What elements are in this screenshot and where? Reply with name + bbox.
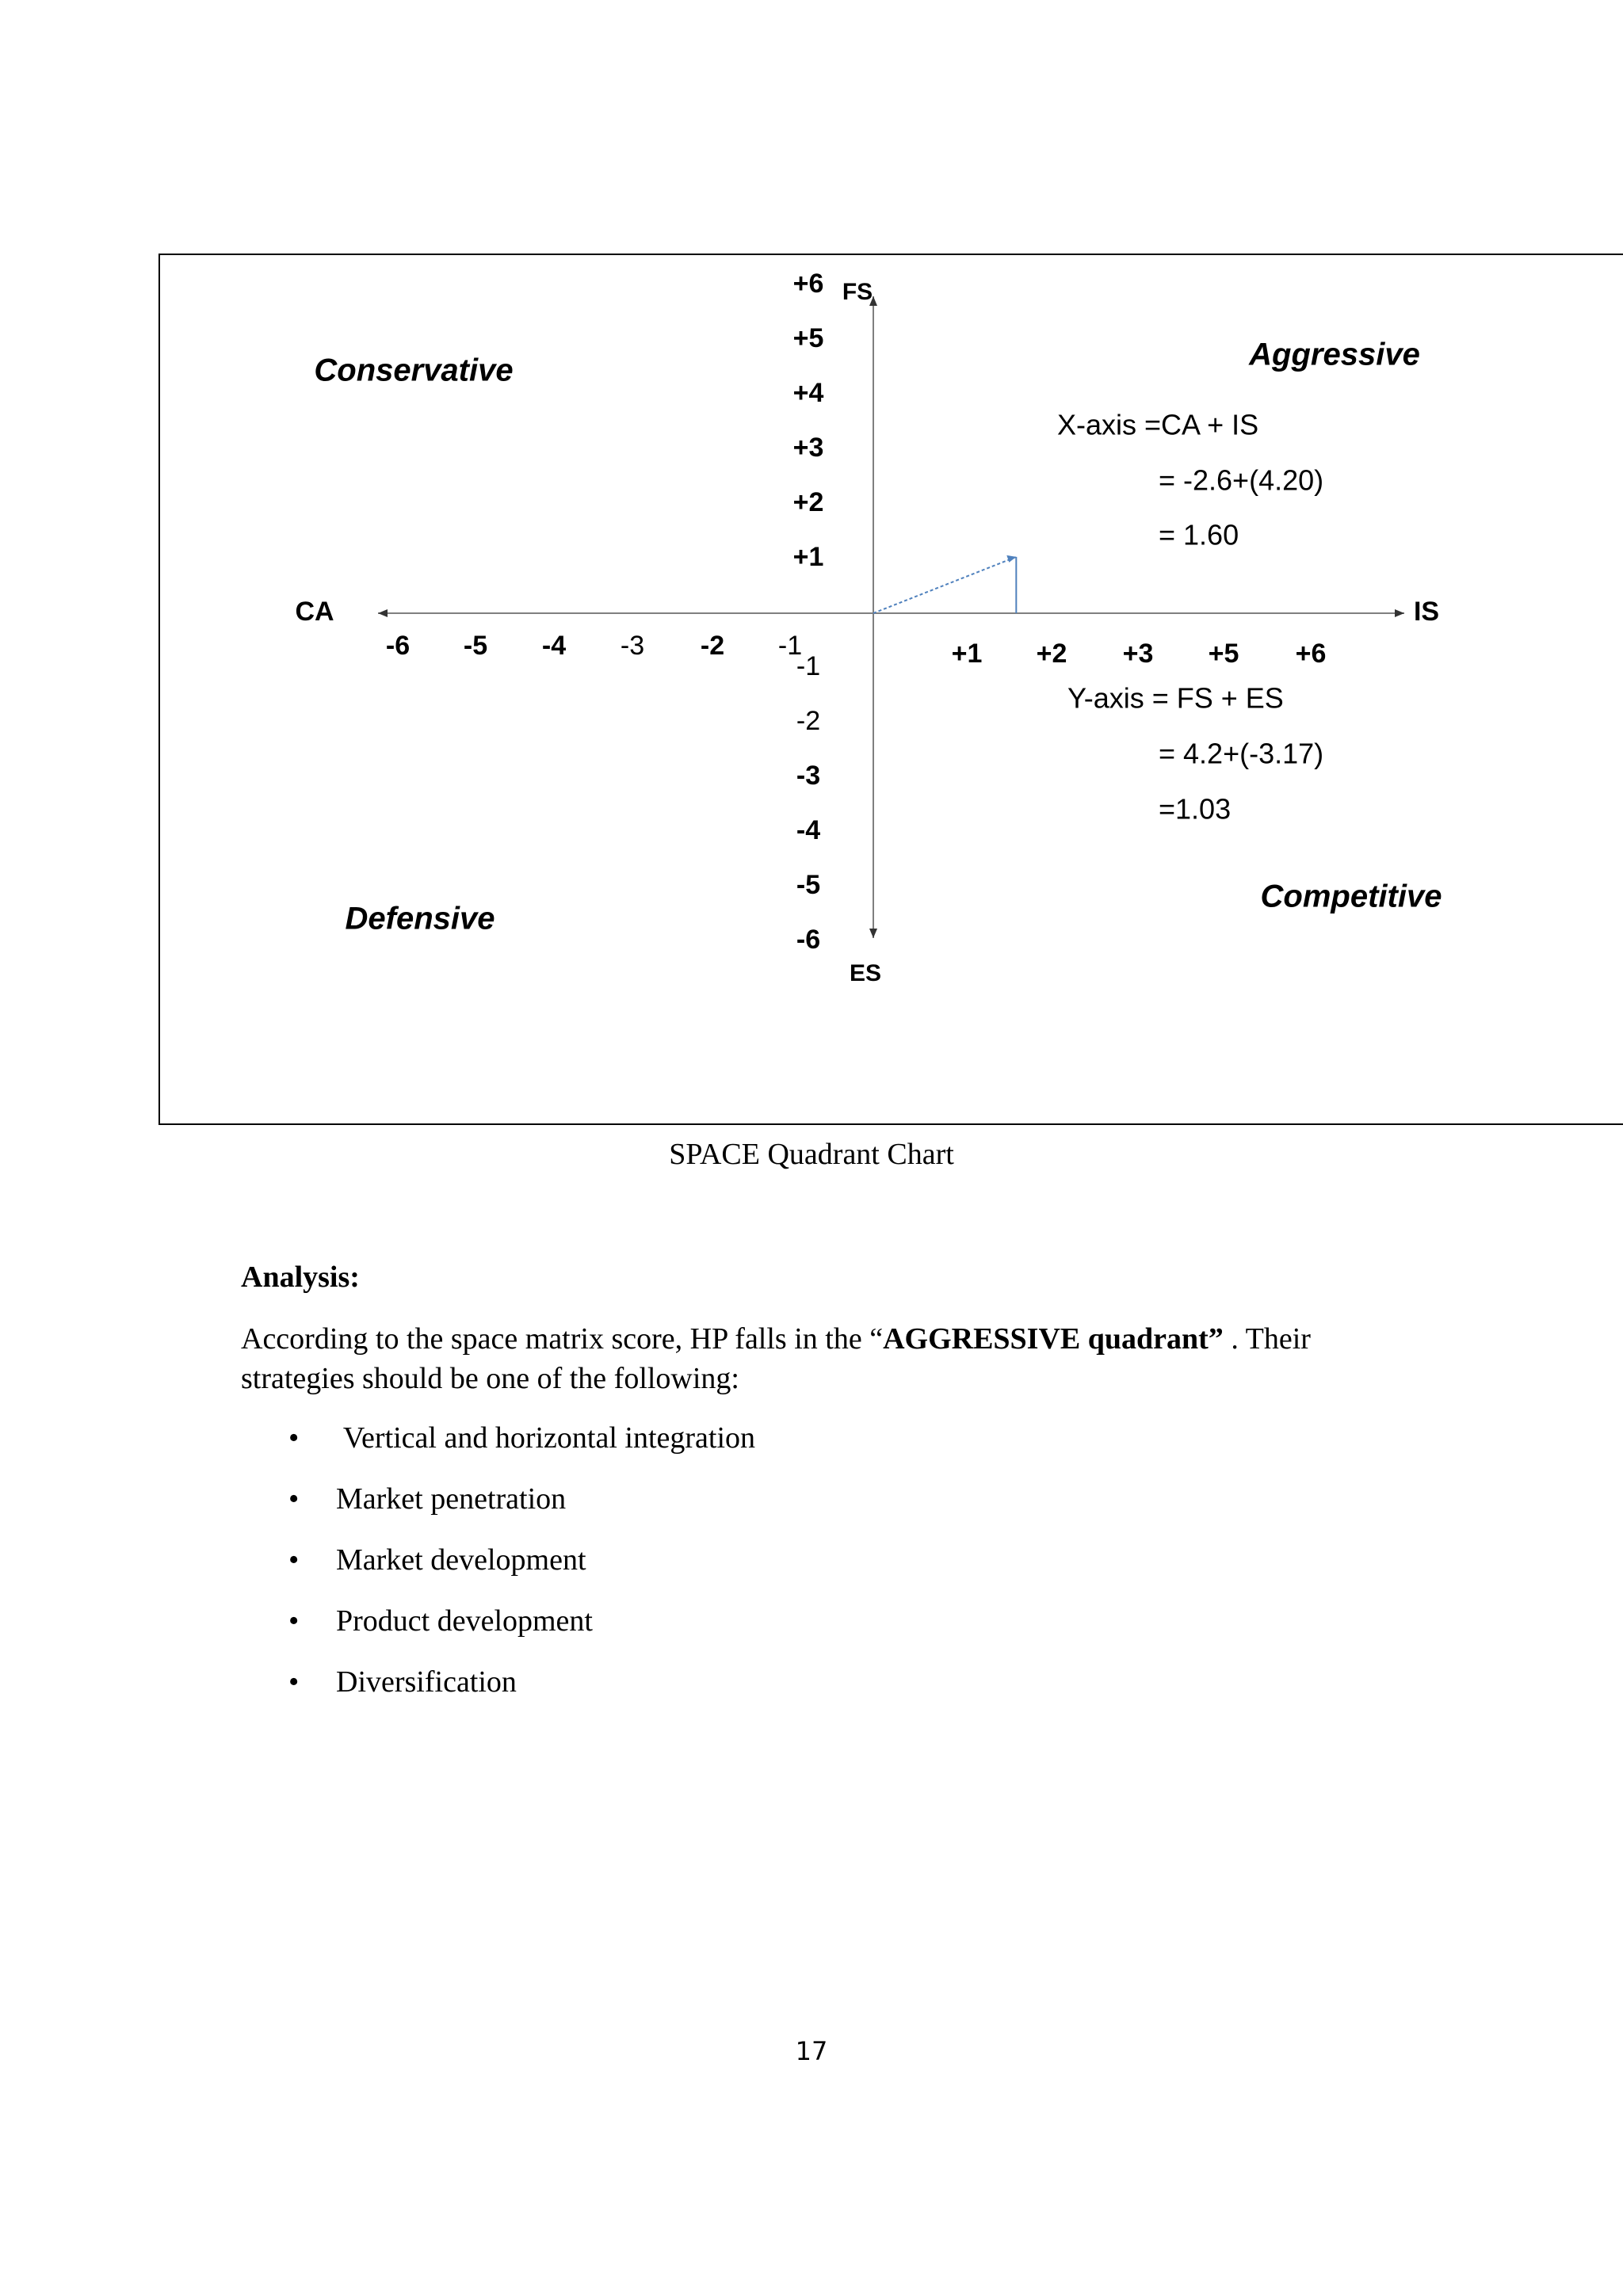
x-tick-label: +6 bbox=[1295, 638, 1327, 669]
bullet-icon: • bbox=[288, 1543, 300, 1577]
x-axis-positive-label: IS bbox=[1413, 596, 1440, 627]
aggressive-quadrant-emphasis: AGGRESSIVE quadrant” bbox=[883, 1322, 1224, 1356]
x-formula-line: X-axis =CA + IS bbox=[1057, 408, 1259, 441]
x-axis-left-arrow-icon bbox=[378, 609, 388, 617]
para-text-after: . Their strategies should be one of the following: bbox=[241, 1322, 1311, 1395]
y-formula-line: = 4.2+(-3.17) bbox=[1159, 737, 1324, 770]
analysis-paragraph bbox=[241, 1319, 1390, 1398]
y-tick-label: +5 bbox=[792, 322, 824, 353]
x-tick-label: +5 bbox=[1208, 638, 1239, 669]
list-item-text: Product development bbox=[336, 1604, 593, 1638]
chart-caption: SPACE Quadrant Chart bbox=[669, 1138, 954, 1171]
x-tick-label: +2 bbox=[1036, 638, 1067, 669]
x-tick-label: -3 bbox=[620, 630, 645, 661]
y-axis-negative-label: ES bbox=[849, 959, 882, 986]
quadrant-label-conservative: Conservative bbox=[314, 353, 514, 388]
y-tick-label: +2 bbox=[792, 486, 824, 517]
x-formula-line: = -2.6+(4.20) bbox=[1159, 463, 1324, 497]
y-axis-positive-label: FS bbox=[842, 278, 873, 305]
x-formula-line: = 1.60 bbox=[1159, 518, 1239, 551]
list-item-text: Market penetration bbox=[336, 1482, 567, 1516]
y-axis-bottom-arrow-icon bbox=[869, 929, 877, 938]
analysis-heading: Analysis: bbox=[241, 1261, 360, 1294]
x-tick-label: +3 bbox=[1122, 638, 1154, 669]
result-vector-line bbox=[873, 557, 1016, 613]
y-tick-label: -1 bbox=[796, 650, 821, 681]
page-number: 17 bbox=[795, 2036, 828, 2066]
y-tick-label: -6 bbox=[796, 924, 821, 955]
result-vector-arrow-icon bbox=[1006, 555, 1016, 563]
y-tick-label: +6 bbox=[792, 268, 824, 299]
x-tick-label: -4 bbox=[541, 630, 567, 661]
y-tick-label: -3 bbox=[796, 760, 821, 791]
y-formula-line: =1.03 bbox=[1159, 792, 1232, 826]
x-axis-right-arrow-icon bbox=[1395, 609, 1404, 617]
para-text-before: According to the space matrix score, HP falls in the “ bbox=[241, 1322, 884, 1356]
bullet-icon: • bbox=[288, 1665, 300, 1699]
y-tick-label: -4 bbox=[796, 814, 821, 845]
quadrant-label-defensive: Defensive bbox=[345, 901, 495, 936]
y-tick-label: +1 bbox=[792, 541, 824, 572]
quadrant-label-competitive: Competitive bbox=[1260, 879, 1442, 914]
list-item-text: Market development bbox=[336, 1543, 586, 1577]
list-item-text: Diversification bbox=[336, 1665, 517, 1699]
bullet-icon: • bbox=[288, 1421, 300, 1455]
x-tick-label: -5 bbox=[463, 630, 488, 661]
bullet-icon: • bbox=[288, 1482, 300, 1516]
x-tick-label: -2 bbox=[700, 630, 725, 661]
x-axis-negative-label: CA bbox=[295, 596, 334, 627]
y-tick-label: -5 bbox=[796, 869, 821, 900]
x-tick-label: -1 bbox=[777, 630, 803, 661]
y-tick-label: +4 bbox=[792, 377, 824, 408]
y-tick-label: +3 bbox=[792, 432, 824, 463]
bullet-icon: • bbox=[288, 1604, 300, 1638]
y-formula-line: Y-axis = FS + ES bbox=[1067, 681, 1284, 715]
space-chart bbox=[160, 255, 1623, 1123]
space-chart-frame bbox=[158, 254, 1623, 1125]
x-tick-label: +1 bbox=[951, 638, 983, 669]
y-tick-label: -2 bbox=[796, 705, 821, 736]
quadrant-label-aggressive: Aggressive bbox=[1249, 337, 1420, 372]
x-tick-label: -6 bbox=[385, 630, 411, 661]
list-item-text: Vertical and horizontal integration bbox=[336, 1421, 756, 1455]
